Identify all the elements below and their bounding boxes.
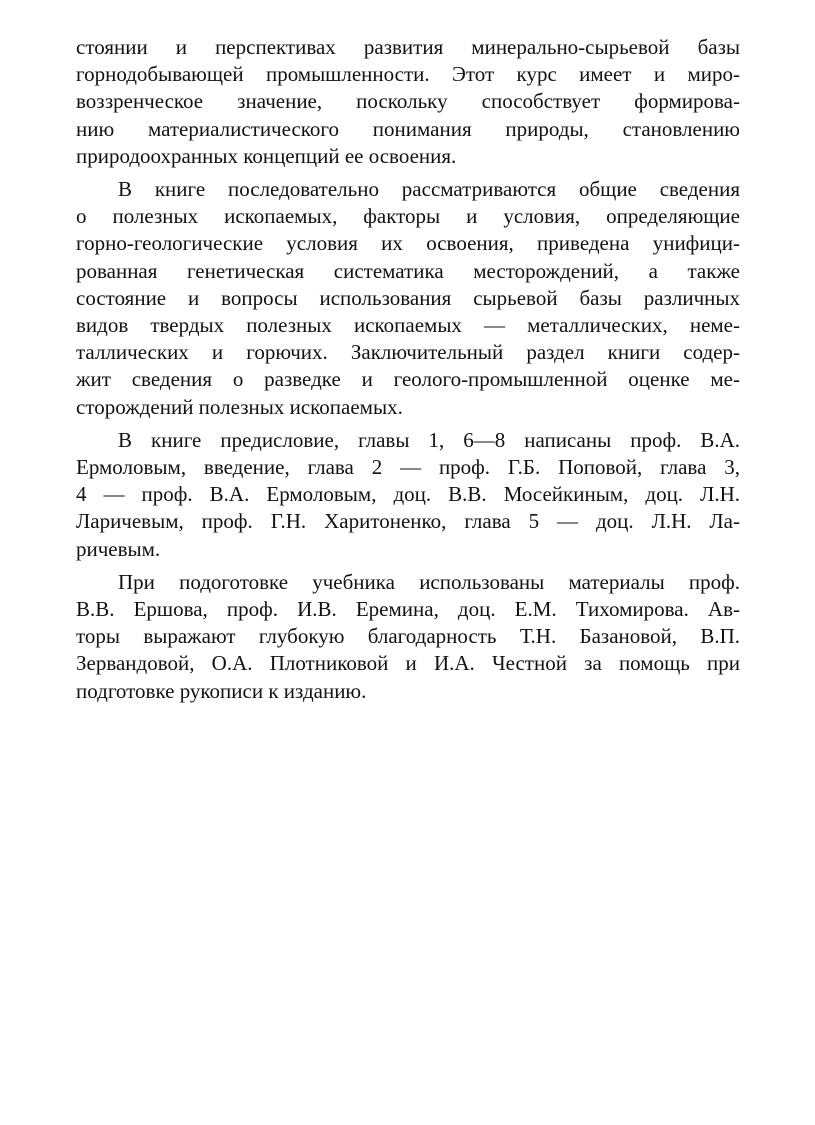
paragraph-4 <box>76 569 740 705</box>
text-line: нию материалистического понимания природы, становлению <box>76 116 740 141</box>
document-page <box>76 34 740 711</box>
text-line: В книге последовательно рассматриваются общие сведения <box>118 177 740 202</box>
text-line: состояние и вопросы использования сырьевой базы различных <box>76 285 740 310</box>
text-line: торы выражают глубокую благодарность Т.Н. Базановой, В.П. <box>76 624 740 649</box>
text-line: таллических и горючих. Заключительный раздел книги содер- <box>76 340 740 365</box>
text-line: Ермоловым, введение, глава 2 — проф. Г.Б. Поповой, глава 3, <box>76 455 740 480</box>
text-line: природоохранных концепций ее освоения. <box>76 143 457 168</box>
text-line: В книге предисловие, главы 1, 6—8 написаны проф. В.А. <box>118 427 740 452</box>
text-line: При подоготовке учебника использованы материалы проф. <box>118 569 740 594</box>
paragraph-3 <box>76 427 740 563</box>
paragraph-1 <box>76 34 740 170</box>
text-line: видов твердых полезных ископаемых — металлических, неме- <box>76 313 740 338</box>
text-line: Зервандовой, О.А. Плотниковой и И.А. Честной за помощь при <box>76 651 740 676</box>
paragraph-2 <box>76 176 740 421</box>
text-line: подготовке рукописи к изданию. <box>76 678 367 703</box>
text-line: горно-геологические условия их освоения, приведена унифици- <box>76 231 740 256</box>
text-line: жит сведения о разведке и геолого-промышленной оценке ме- <box>76 367 740 392</box>
text-line: стоянии и перспективах развития минерально-сырьевой базы <box>76 35 740 59</box>
text-line: ричевым. <box>76 536 161 561</box>
text-line: о полезных ископаемых, факторы и условия, определяющие <box>76 204 740 229</box>
text-line: В.В. Ершова, проф. И.В. Еремина, доц. Е.М. Тихомирова. Ав- <box>76 597 740 622</box>
text-line: 4 — проф. В.А. Ермоловым, доц. В.В. Мосейкиным, доц. Л.Н. <box>76 482 740 507</box>
text-line: Ларичевым, проф. Г.Н. Харитоненко, глава 5 — доц. Л.Н. Ла- <box>76 509 740 534</box>
text-line: воззренческое значение, поскольку способствует формирова- <box>76 89 740 114</box>
text-line: горнодобывающей промышленности. Этот курс имеет и миро- <box>76 62 740 87</box>
text-line: сторождений полезных ископаемых. <box>76 394 403 419</box>
text-line: рованная генетическая систематика месторождений, а также <box>76 258 740 283</box>
